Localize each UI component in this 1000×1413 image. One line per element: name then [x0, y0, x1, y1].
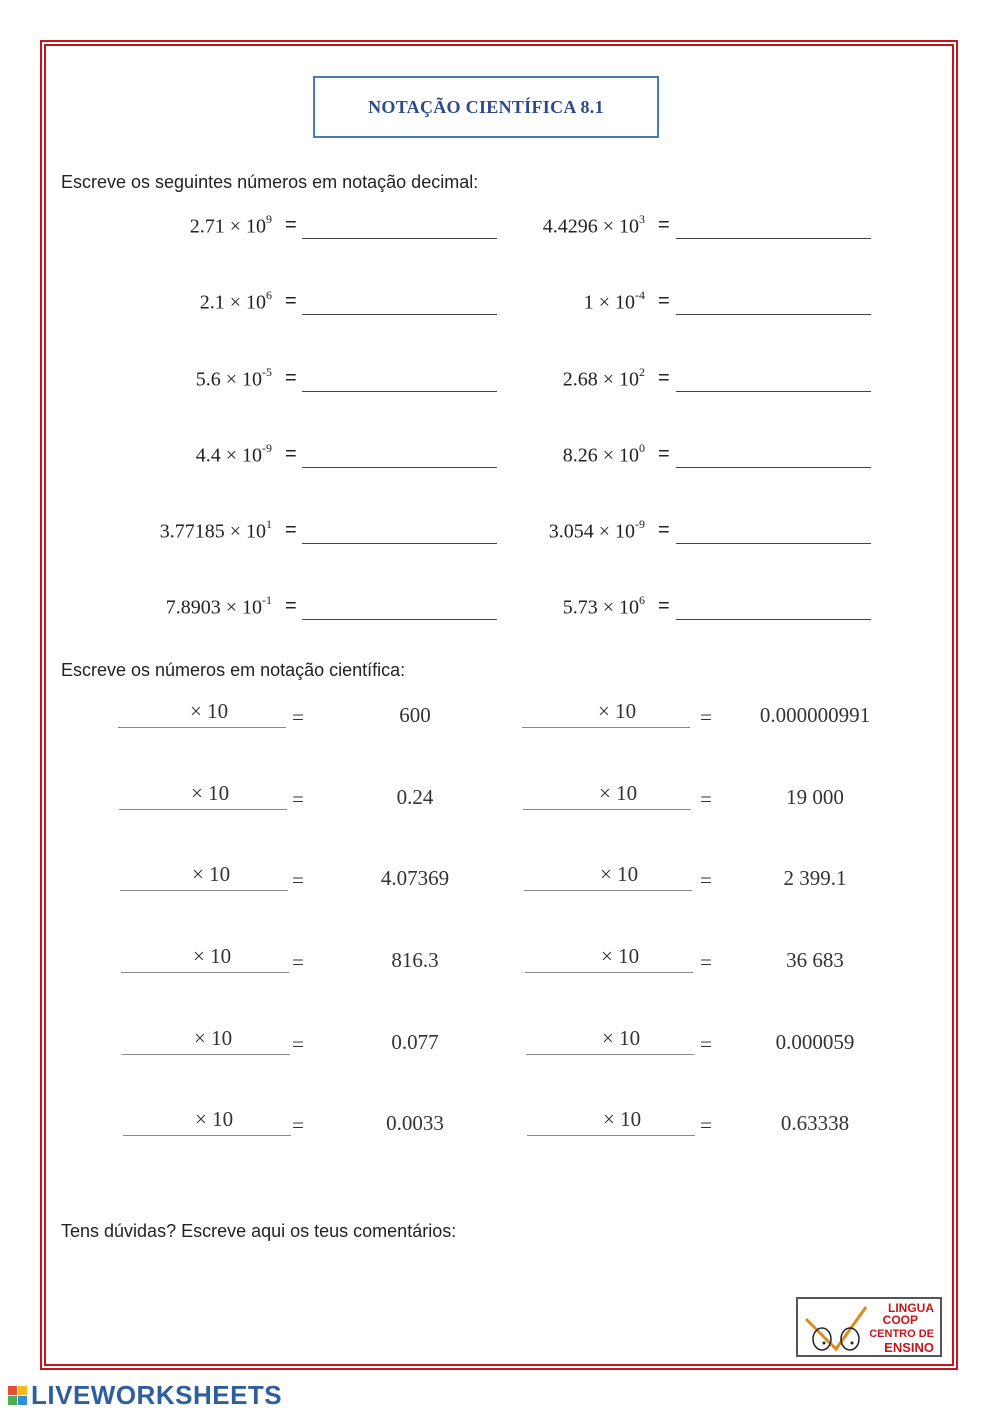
expression-left-1 — [112, 214, 272, 239]
equals-sign: = — [700, 705, 712, 729]
exponent: 6 — [266, 288, 272, 302]
times-ten: × 10 — [229, 291, 266, 314]
expression-right-5 — [485, 519, 645, 544]
mantissa: 7.8903 — [165, 596, 221, 619]
exponent: -1 — [262, 593, 272, 607]
answer-line — [527, 1135, 695, 1136]
expression-left-3 — [112, 367, 272, 392]
answer-line — [676, 238, 871, 239]
comments-input[interactable] — [61, 1250, 785, 1294]
exponent: 3 — [639, 212, 645, 226]
expression-right-6 — [485, 595, 645, 620]
equals-sign: = — [658, 290, 670, 312]
equals-sign: = — [285, 519, 297, 541]
answer-line — [121, 972, 289, 973]
target-number-right-6: 0.63338 — [780, 1111, 850, 1135]
worksheet-title: NOTAÇÃO CIENTÍFICA 8.1 — [368, 96, 604, 117]
equals-sign: = — [292, 868, 304, 892]
liveworksheets-brand — [8, 1381, 282, 1409]
exponent-input-left-6[interactable] — [247, 1097, 291, 1119]
exponent: 2 — [639, 365, 645, 379]
times-ten: × 10 — [229, 520, 266, 543]
target-number-left-4: 816.3 — [391, 948, 439, 972]
exponent: -4 — [635, 288, 645, 302]
equals-sign: = — [700, 950, 712, 974]
target-number-right-1: 0.000000991 — [759, 703, 871, 727]
mantissa: 8.26 — [562, 444, 598, 467]
times-ten-label: × 10 — [599, 781, 638, 805]
times-ten-label: × 10 — [598, 699, 637, 723]
answer-line — [302, 619, 497, 620]
answer-line — [676, 391, 871, 392]
equals-sign: = — [700, 868, 712, 892]
exponent-input-left-3[interactable] — [244, 852, 288, 874]
target-number-left-5: 0.077 — [391, 1030, 439, 1054]
mantissa: 4.4296 — [542, 215, 598, 238]
answer-line — [676, 467, 871, 468]
mantissa: 3.77185 — [159, 520, 225, 543]
times-ten-label: × 10 — [600, 862, 639, 886]
equals-sign: = — [700, 1113, 712, 1137]
expression-left-6 — [112, 595, 272, 620]
expression-right-2 — [485, 290, 645, 315]
answer-line — [123, 1135, 291, 1136]
answer-line — [302, 467, 497, 468]
times-ten: × 10 — [225, 368, 262, 391]
target-number-left-1: 600 — [399, 703, 431, 727]
times-ten: × 10 — [602, 444, 639, 467]
equals-sign: = — [292, 1032, 304, 1056]
exponent-input-left-5[interactable] — [246, 1016, 290, 1038]
logo-mark-icon — [800, 1299, 880, 1355]
target-number-right-3: 2 399.1 — [783, 866, 847, 890]
answer-line — [302, 238, 497, 239]
target-number-right-5: 0.000059 — [775, 1030, 855, 1054]
target-number-left-2: 0.24 — [396, 785, 434, 809]
answer-line — [302, 391, 497, 392]
mantissa: 1 — [583, 291, 594, 314]
times-ten-label: × 10 — [193, 944, 232, 968]
times-ten: × 10 — [598, 520, 635, 543]
times-ten-label: × 10 — [190, 699, 229, 723]
section2-instruction: Escreve os números em notação científica: — [61, 660, 406, 680]
equals-sign: = — [658, 519, 670, 541]
liveworksheets-logo-icon — [8, 1386, 27, 1405]
exponent-input-right-3[interactable] — [652, 852, 696, 874]
exponent-input-right-5[interactable] — [654, 1016, 698, 1038]
mantissa: 2.1 — [199, 291, 225, 314]
equals-sign: = — [292, 787, 304, 811]
answer-line — [522, 727, 690, 728]
times-ten-label: × 10 — [192, 862, 231, 886]
logo-text-lingua: LINGUA — [888, 1301, 934, 1315]
liveworksheets-wordmark: LIVEWORKSHEETS — [31, 1379, 283, 1410]
answer-line — [676, 314, 871, 315]
equals-sign: = — [658, 367, 670, 389]
exponent: 1 — [266, 517, 272, 531]
target-number-right-4: 36 683 — [786, 948, 844, 972]
expression-left-5 — [112, 519, 272, 544]
exponent: -9 — [635, 517, 645, 531]
target-number-left-3: 4.07369 — [380, 866, 450, 890]
section1-instruction: Escreve os seguintes números em notação decimal: — [61, 172, 479, 192]
answer-line — [122, 1054, 290, 1055]
comments-instruction: Tens dúvidas? Escreve aqui os teus comentários: — [61, 1221, 457, 1241]
times-ten: × 10 — [602, 596, 639, 619]
mantissa: 2.68 — [562, 368, 598, 391]
answer-line — [524, 890, 692, 891]
exponent: 6 — [639, 593, 645, 607]
exponent: -9 — [262, 441, 272, 455]
times-ten-label: × 10 — [194, 1026, 233, 1050]
answer-line — [525, 972, 693, 973]
expression-left-4 — [112, 443, 272, 468]
times-ten-label: × 10 — [191, 781, 230, 805]
title-box — [313, 76, 659, 138]
exponent-input-left-4[interactable] — [245, 934, 289, 956]
times-ten-label: × 10 — [195, 1107, 234, 1131]
equals-sign: = — [285, 214, 297, 236]
mantissa: 5.73 — [562, 596, 598, 619]
times-ten: × 10 — [602, 215, 639, 238]
answer-line — [118, 727, 286, 728]
answer-line — [526, 1054, 694, 1055]
target-number-left-6: 0.0033 — [386, 1111, 444, 1135]
equals-sign: = — [700, 787, 712, 811]
expression-right-4 — [485, 443, 645, 468]
equals-sign: = — [658, 443, 670, 465]
equals-sign: = — [292, 950, 304, 974]
exponent-input-right-4[interactable] — [653, 934, 697, 956]
exponent: 9 — [266, 212, 272, 226]
linguacoop-logo — [796, 1297, 942, 1357]
exponent: -5 — [262, 365, 272, 379]
equals-sign: = — [285, 290, 297, 312]
equals-sign: = — [285, 595, 297, 617]
equals-sign: = — [658, 214, 670, 236]
equals-sign: = — [292, 1113, 304, 1137]
times-ten: × 10 — [602, 368, 639, 391]
times-ten-label: × 10 — [603, 1107, 642, 1131]
mantissa: 4.4 — [195, 444, 221, 467]
logo-text-coop: COOP — [882, 1313, 918, 1327]
answer-line — [676, 543, 871, 544]
equals-sign: = — [700, 1032, 712, 1056]
expression-right-1 — [485, 214, 645, 239]
expression-left-2 — [112, 290, 272, 315]
expression-right-3 — [485, 367, 645, 392]
logo-text-ensino: ENSINO — [884, 1340, 934, 1355]
answer-line — [119, 809, 287, 810]
equals-sign: = — [292, 705, 304, 729]
target-number-right-2: 19 000 — [786, 785, 844, 809]
exponent-input-left-1[interactable] — [242, 689, 286, 711]
times-ten: × 10 — [598, 291, 635, 314]
answer-line — [120, 890, 288, 891]
times-ten: × 10 — [225, 596, 262, 619]
times-ten: × 10 — [225, 444, 262, 467]
exponent-input-right-6[interactable] — [655, 1097, 699, 1119]
answer-line — [676, 619, 871, 620]
logo-text-centro: CENTRO DE — [869, 1328, 934, 1340]
times-ten: × 10 — [229, 215, 266, 238]
equals-sign: = — [285, 367, 297, 389]
times-ten-label: × 10 — [601, 944, 640, 968]
mantissa: 5.6 — [195, 368, 221, 391]
answer-line — [302, 314, 497, 315]
mantissa: 2.71 — [189, 215, 225, 238]
answer-line — [302, 543, 497, 544]
exponent: 0 — [639, 441, 645, 455]
times-ten-label: × 10 — [602, 1026, 641, 1050]
exponent-input-left-2[interactable] — [243, 771, 287, 793]
exponent-input-right-1[interactable] — [650, 689, 694, 711]
mantissa: 3.054 — [548, 520, 594, 543]
equals-sign: = — [285, 443, 297, 465]
exponent-input-right-2[interactable] — [651, 771, 695, 793]
answer-line — [523, 809, 691, 810]
equals-sign: = — [658, 595, 670, 617]
